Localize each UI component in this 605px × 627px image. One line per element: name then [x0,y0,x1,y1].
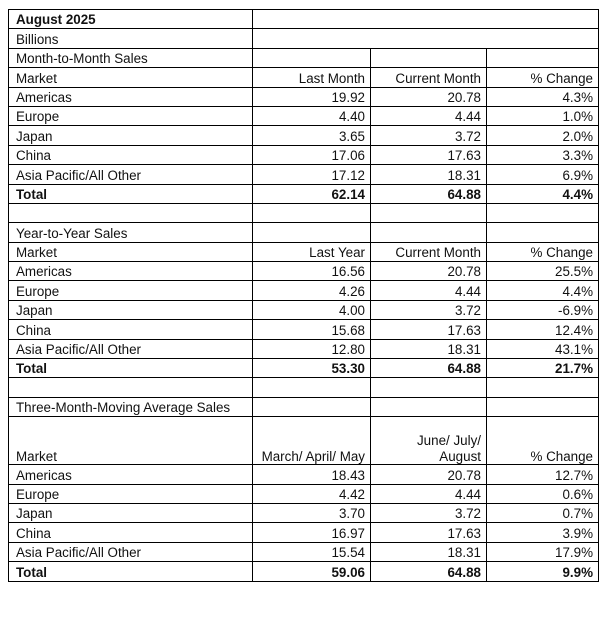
previous-value-cell: 62.14 [253,184,371,203]
current-value-cell: 17.63 [371,320,487,339]
percent-change-cell: 0.6% [487,484,599,503]
section-heading-row [9,223,599,242]
empty-cell [371,203,487,222]
total-row [9,359,599,378]
previous-value-cell: 12.80 [253,339,371,358]
previous-value-cell: 53.30 [253,359,371,378]
empty-cell [253,10,599,29]
market-cell: Japan [9,300,253,319]
percent-change-cell: 4.3% [487,87,599,106]
sales-table [8,9,599,582]
column-header-previous: Last Year [253,242,371,261]
section-heading-row [9,48,599,67]
table-row [9,339,599,358]
previous-value-cell: 3.65 [253,126,371,145]
percent-change-cell: 4.4% [487,281,599,300]
percent-change-cell: 12.7% [487,465,599,484]
current-value-cell: 3.72 [371,126,487,145]
market-cell: Europe [9,484,253,503]
empty-cell [487,48,599,67]
empty-cell [9,378,253,397]
report-title: August 2025 [9,10,253,29]
table-row [9,484,599,503]
table-row [9,523,599,542]
market-cell: Americas [9,465,253,484]
previous-value-cell: 4.40 [253,106,371,125]
percent-change-cell: 17.9% [487,542,599,561]
previous-value-cell: 17.06 [253,145,371,164]
market-cell: Japan [9,126,253,145]
column-header-change: % Change [487,68,599,87]
empty-cell [487,223,599,242]
percent-change-cell: 6.9% [487,165,599,184]
column-header-row [9,68,599,87]
table-row [9,503,599,522]
previous-value-cell: 15.54 [253,542,371,561]
section-heading: Three-Month-Moving Average Sales [9,397,253,416]
previous-value-cell: 4.42 [253,484,371,503]
table-row [9,465,599,484]
previous-value-cell: 17.12 [253,165,371,184]
section-heading-row [9,397,599,416]
column-header-change: % Change [487,417,599,465]
table-row [9,126,599,145]
market-cell: Japan [9,503,253,522]
empty-cell [253,223,371,242]
previous-value-cell: 4.26 [253,281,371,300]
empty-cell [487,397,599,416]
empty-cell [371,378,487,397]
current-value-cell: 20.78 [371,465,487,484]
current-value-cell: 4.44 [371,484,487,503]
percent-change-cell: 21.7% [487,359,599,378]
percent-change-cell: 43.1% [487,339,599,358]
column-header-row [9,242,599,261]
current-value-cell: 17.63 [371,145,487,164]
sales-table-body [9,10,599,582]
previous-value-cell: 59.06 [253,562,371,581]
empty-cell [253,29,599,48]
previous-value-cell: 19.92 [253,87,371,106]
title-row [9,10,599,29]
previous-value-cell: 3.70 [253,503,371,522]
market-cell: Asia Pacific/All Other [9,542,253,561]
column-header-current: Current Month [371,68,487,87]
empty-cell [487,378,599,397]
percent-change-cell: 3.9% [487,523,599,542]
current-value-cell: 64.88 [371,562,487,581]
percent-change-cell: 25.5% [487,262,599,281]
percent-change-cell: 12.4% [487,320,599,339]
table-row [9,106,599,125]
current-value-cell: 18.31 [371,339,487,358]
market-cell: Americas [9,87,253,106]
previous-value-cell: 4.00 [253,300,371,319]
empty-cell [253,48,371,67]
previous-value-cell: 15.68 [253,320,371,339]
empty-cell [371,397,487,416]
table-row [9,300,599,319]
total-row [9,562,599,581]
column-header-market: Market [9,68,253,87]
previous-value-cell: 16.56 [253,262,371,281]
column-header-previous: Last Month [253,68,371,87]
current-value-cell: 64.88 [371,184,487,203]
column-header-row [9,417,599,465]
market-cell: Total [9,359,253,378]
current-value-cell: 18.31 [371,542,487,561]
market-cell: China [9,145,253,164]
table-row [9,542,599,561]
column-header-market: Market [9,417,253,465]
percent-change-cell: -6.9% [487,300,599,319]
empty-cell [253,203,371,222]
percent-change-cell: 1.0% [487,106,599,125]
market-cell: Europe [9,106,253,125]
table-row [9,165,599,184]
column-header-current: June/ July/ August [371,417,487,465]
current-value-cell: 4.44 [371,281,487,300]
spacer-row [9,378,599,397]
empty-cell [9,203,253,222]
percent-change-cell: 3.3% [487,145,599,164]
market-cell: Europe [9,281,253,300]
current-value-cell: 17.63 [371,523,487,542]
percent-change-cell: 4.4% [487,184,599,203]
table-row [9,320,599,339]
current-value-cell: 4.44 [371,106,487,125]
total-row [9,184,599,203]
column-header-market: Market [9,242,253,261]
previous-value-cell: 16.97 [253,523,371,542]
market-cell: Total [9,562,253,581]
percent-change-cell: 9.9% [487,562,599,581]
column-header-previous: March/ April/ May [253,417,371,465]
table-row [9,262,599,281]
empty-cell [371,223,487,242]
market-cell: China [9,523,253,542]
column-header-current: Current Month [371,242,487,261]
unit-row [9,29,599,48]
empty-cell [371,48,487,67]
current-value-cell: 3.72 [371,503,487,522]
market-cell: China [9,320,253,339]
empty-cell [253,397,371,416]
table-row [9,281,599,300]
current-value-cell: 20.78 [371,262,487,281]
previous-value-cell: 18.43 [253,465,371,484]
market-cell: Total [9,184,253,203]
table-row [9,145,599,164]
current-value-cell: 3.72 [371,300,487,319]
spacer-row [9,203,599,222]
percent-change-cell: 2.0% [487,126,599,145]
market-cell: Asia Pacific/All Other [9,339,253,358]
percent-change-cell: 0.7% [487,503,599,522]
market-cell: Asia Pacific/All Other [9,165,253,184]
market-cell: Americas [9,262,253,281]
empty-cell [253,378,371,397]
unit-label: Billions [9,29,253,48]
empty-cell [487,203,599,222]
table-row [9,87,599,106]
section-heading: Month-to-Month Sales [9,48,253,67]
current-value-cell: 18.31 [371,165,487,184]
section-heading: Year-to-Year Sales [9,223,253,242]
current-value-cell: 64.88 [371,359,487,378]
column-header-change: % Change [487,242,599,261]
current-value-cell: 20.78 [371,87,487,106]
